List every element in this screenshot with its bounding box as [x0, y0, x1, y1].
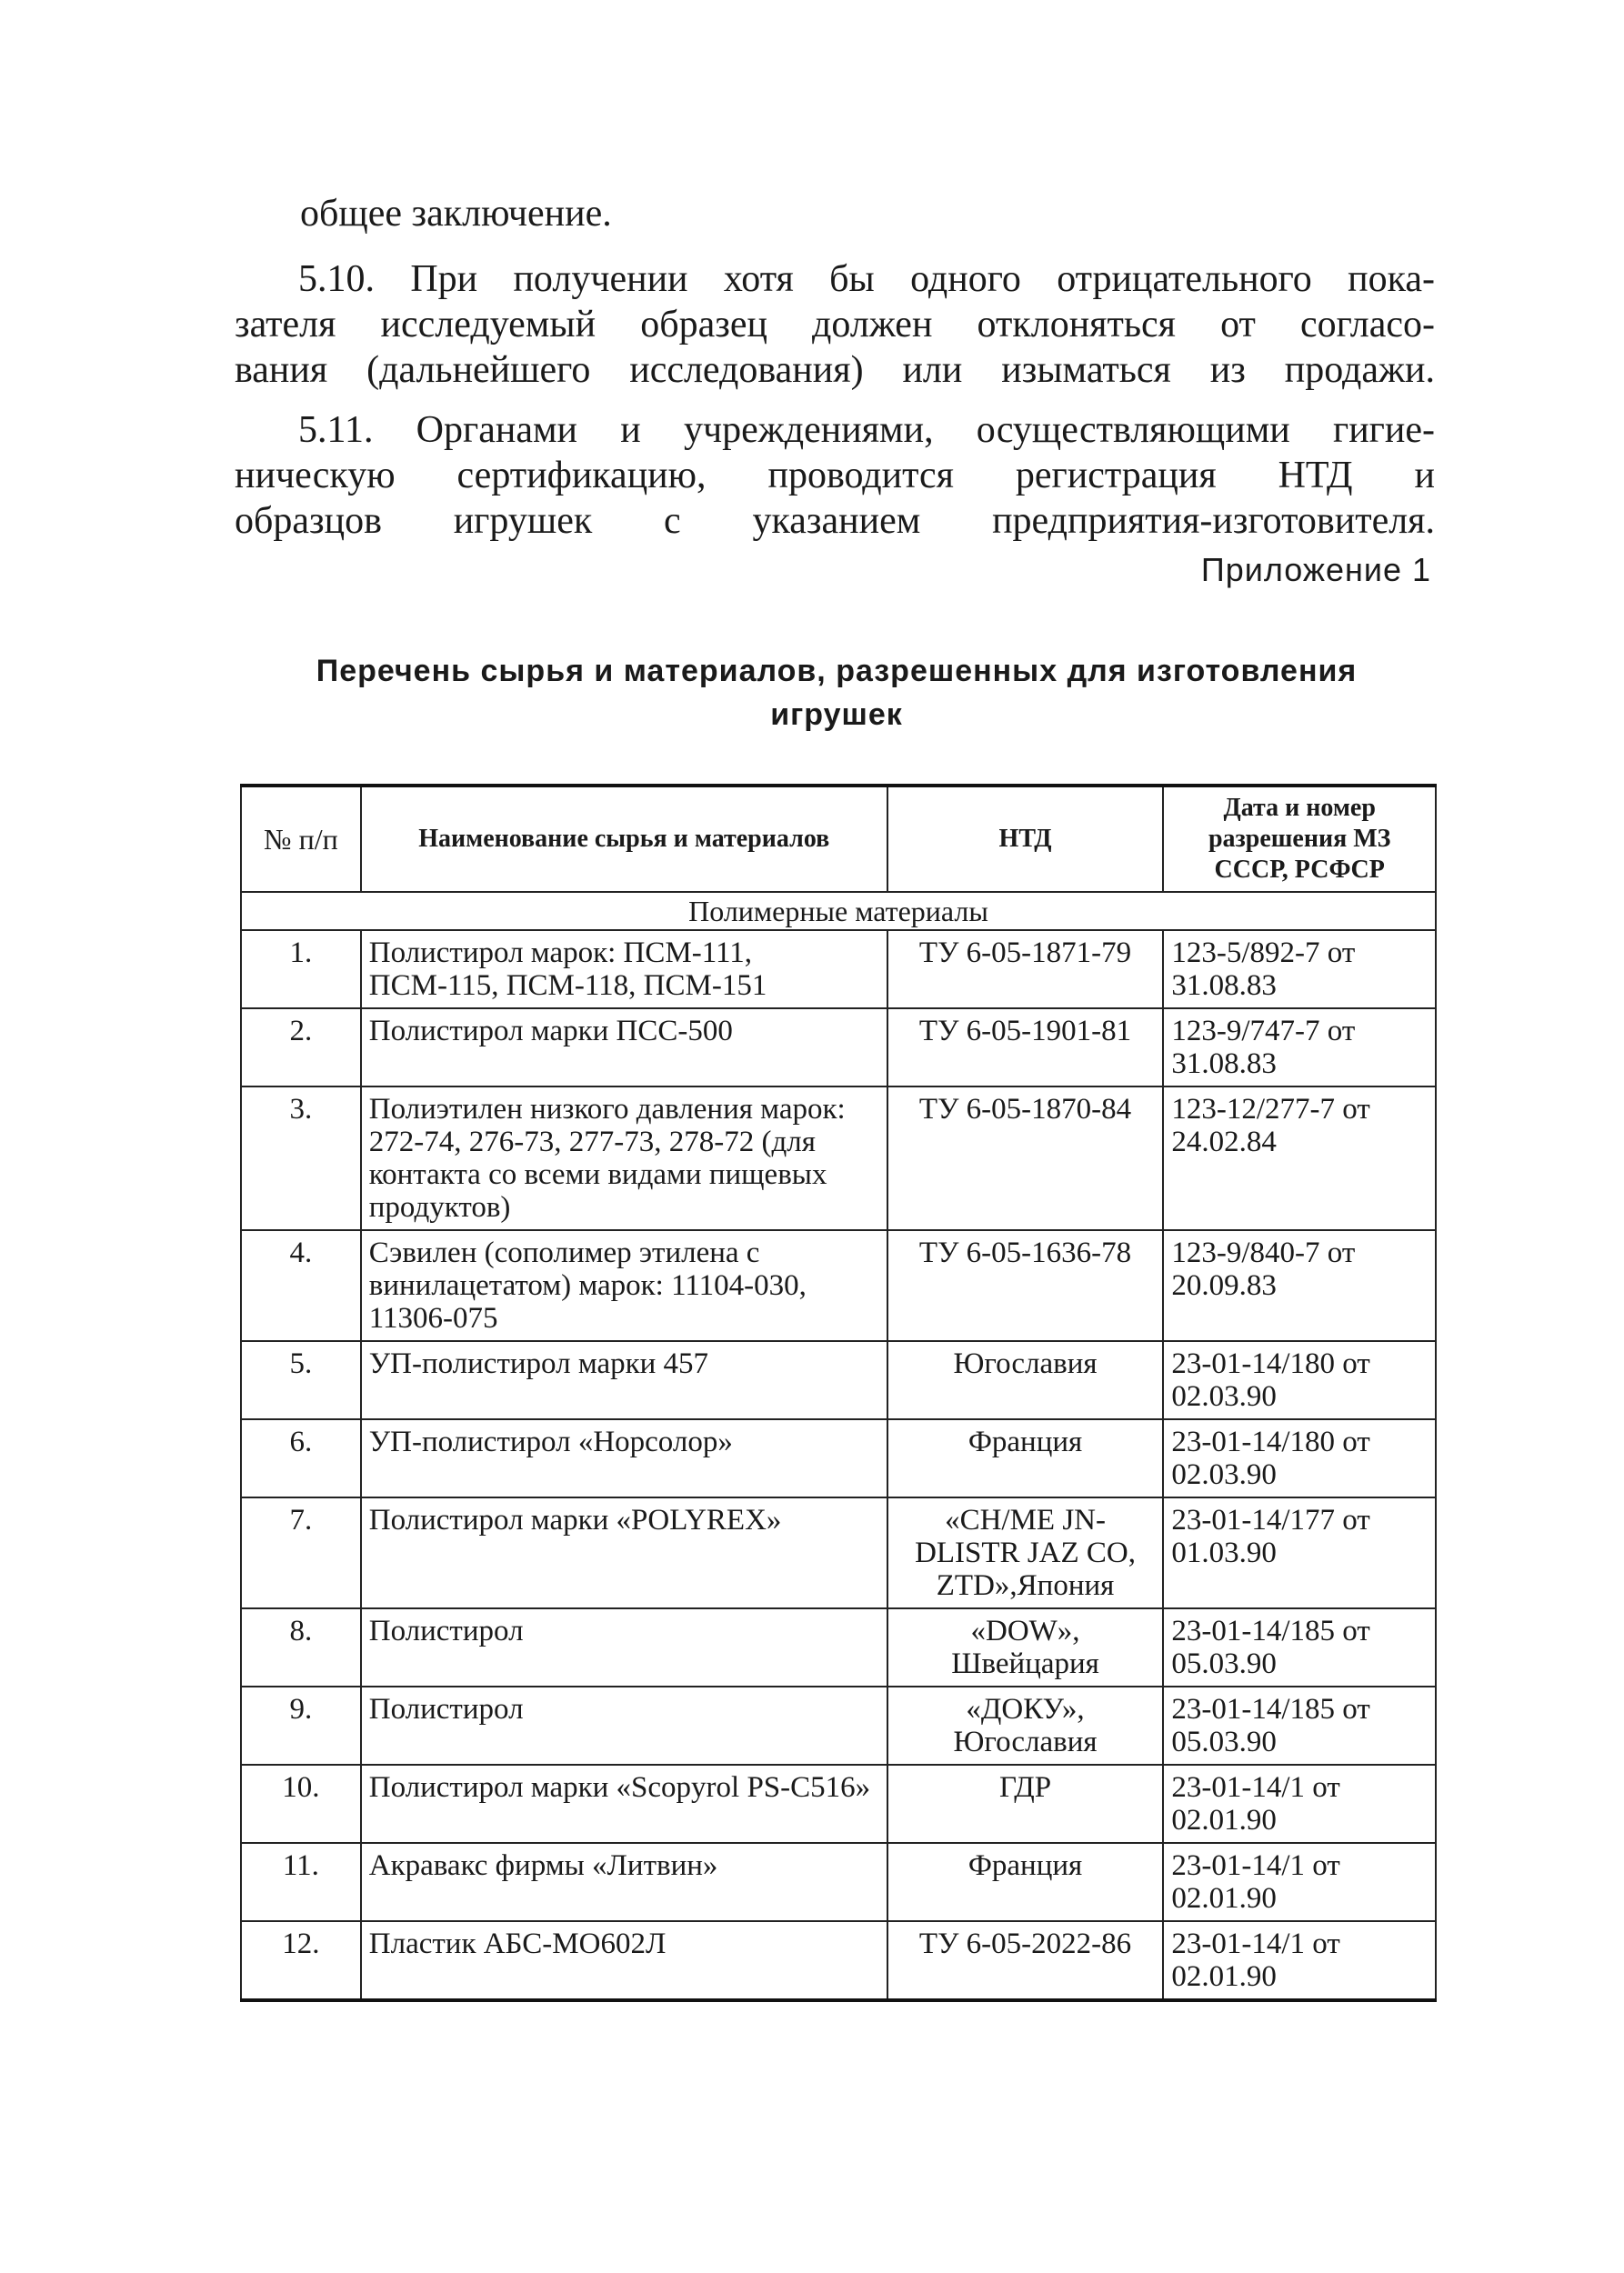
section-row [241, 892, 1436, 930]
row-permit-date: 23-01-14/1 от 02.01.90 [1163, 1921, 1436, 2000]
row-ntd: Югославия [887, 1341, 1164, 1419]
table-row [241, 1341, 1436, 1419]
header-name: Наименование сырья и материалов [361, 786, 887, 892]
row-permit-date: 123-5/892-7 от 31.08.83 [1163, 930, 1436, 1008]
row-ntd: ТУ 6-05-1871-79 [887, 930, 1164, 1008]
row-number: 1. [241, 930, 361, 1008]
appendix-label: Приложение 1 [1200, 551, 1431, 588]
row-ntd: ТУ 6-05-1901-81 [887, 1008, 1164, 1086]
header-ntd: НТД [887, 786, 1164, 892]
row-number: 10. [241, 1765, 361, 1843]
table-row [241, 1687, 1436, 1765]
row-material-name: Полистирол марки «Scopyrol PS-C516» [361, 1765, 887, 1843]
paragraph-5-10 [235, 256, 1435, 393]
paragraph-line: ническую сертификацию, проводится регистрация НТД и [235, 455, 1435, 496]
table-row [241, 1843, 1436, 1921]
paragraph-line: вания (дальнейшего исследования) или изыматься из продажи. [235, 349, 1435, 391]
row-number: 7. [241, 1497, 361, 1608]
row-material-name: Полистирол марки «POLYREX» [361, 1497, 887, 1608]
table-title [246, 649, 1428, 736]
paragraph-line: 5.10. При получении хотя бы одного отрицательного пока- [298, 258, 1435, 300]
header-date: Дата и номер разрешения МЗ СССР, РСФСР [1163, 786, 1436, 892]
paragraph-line: 5.11. Органами и учреждениями, осуществляющими гигие- [298, 409, 1435, 451]
table-title-line: игрушек [770, 697, 903, 732]
row-ntd: «DOW», Швейцария [887, 1608, 1164, 1687]
row-ntd: Франция [887, 1843, 1164, 1921]
row-material-name: Полистирол [361, 1687, 887, 1765]
row-ntd: ТУ 6-05-2022-86 [887, 1921, 1164, 2000]
row-ntd: ТУ 6-05-1636-78 [887, 1230, 1164, 1341]
row-number: 8. [241, 1608, 361, 1687]
row-permit-date: 123-9/840-7 от 20.09.83 [1163, 1230, 1436, 1341]
row-ntd: ГДР [887, 1765, 1164, 1843]
row-material-name: УП-полистирол «Норсолор» [361, 1419, 887, 1497]
table-header-row [241, 786, 1436, 892]
row-material-name: Полиэтилен низкого давления марок: 272-74, 276-73, 277-73, 278-72 (для контакта со всеми видами пищевых продуктов) [361, 1086, 887, 1230]
row-number: 2. [241, 1008, 361, 1086]
header-number: № п/п [241, 786, 361, 892]
table-row [241, 1008, 1436, 1086]
row-number: 5. [241, 1341, 361, 1419]
row-number: 4. [241, 1230, 361, 1341]
table-row [241, 930, 1436, 1008]
row-material-name: Пластик АБС-МО602Л [361, 1921, 887, 2000]
row-material-name: Полистирол марок: ПСМ-111, ПСМ-115, ПСМ-118, ПСМ-151 [361, 930, 887, 1008]
paragraph-line: зателя исследуемый образец должен отклоняться от согласо- [235, 304, 1435, 345]
row-permit-date: 23-01-14/1 от 02.01.90 [1163, 1765, 1436, 1843]
row-permit-date: 123-12/277-7 от 24.02.84 [1163, 1086, 1436, 1230]
row-permit-date: 23-01-14/180 от 02.03.90 [1163, 1419, 1436, 1497]
table-row [241, 1419, 1436, 1497]
paragraph-line: образцов игрушек с указанием предприятия-изготовителя. [235, 500, 1435, 542]
row-material-name: УП-полистирол марки 457 [361, 1341, 887, 1419]
table-row [241, 1230, 1436, 1341]
row-material-name: Акравакс фирмы «Литвин» [361, 1843, 887, 1921]
row-ntd: «ДОКУ», Югославия [887, 1687, 1164, 1765]
table-row [241, 1921, 1436, 2000]
row-permit-date: 23-01-14/180 от 02.03.90 [1163, 1341, 1436, 1419]
materials-table [240, 784, 1437, 2002]
row-number: 12. [241, 1921, 361, 2000]
row-material-name: Полистирол марки ПСС-500 [361, 1008, 887, 1086]
row-material-name: Полистирол [361, 1608, 887, 1687]
row-ntd: Франция [887, 1419, 1164, 1497]
row-material-name: Сэвилен (сополимер этилена с винилацетатом) марок: 11104-030, 11306-075 [361, 1230, 887, 1341]
row-permit-date: 23-01-14/185 от 05.03.90 [1163, 1608, 1436, 1687]
table-row [241, 1765, 1436, 1843]
row-number: 9. [241, 1687, 361, 1765]
row-number: 6. [241, 1419, 361, 1497]
section-label: Полимерные материалы [241, 892, 1436, 930]
row-permit-date: 23-01-14/177 от 01.03.90 [1163, 1497, 1436, 1608]
row-permit-date: 23-01-14/1 от 02.01.90 [1163, 1843, 1436, 1921]
table-row [241, 1608, 1436, 1687]
row-permit-date: 23-01-14/185 от 05.03.90 [1163, 1687, 1436, 1765]
row-permit-date: 123-9/747-7 от 31.08.83 [1163, 1008, 1436, 1086]
table-title-line: Перечень сырья и материалов, разрешенных для изготовления [316, 654, 1358, 688]
paragraph-5-11 [235, 407, 1435, 544]
row-number: 3. [241, 1086, 361, 1230]
paragraph-intro: общее заключение. [300, 193, 612, 235]
row-number: 11. [241, 1843, 361, 1921]
row-ntd: «CH/ME JN-DLISTR JAZ CO, ZTD»,Япония [887, 1497, 1164, 1608]
table-row [241, 1086, 1436, 1230]
table-row [241, 1497, 1436, 1608]
row-ntd: ТУ 6-05-1870-84 [887, 1086, 1164, 1230]
